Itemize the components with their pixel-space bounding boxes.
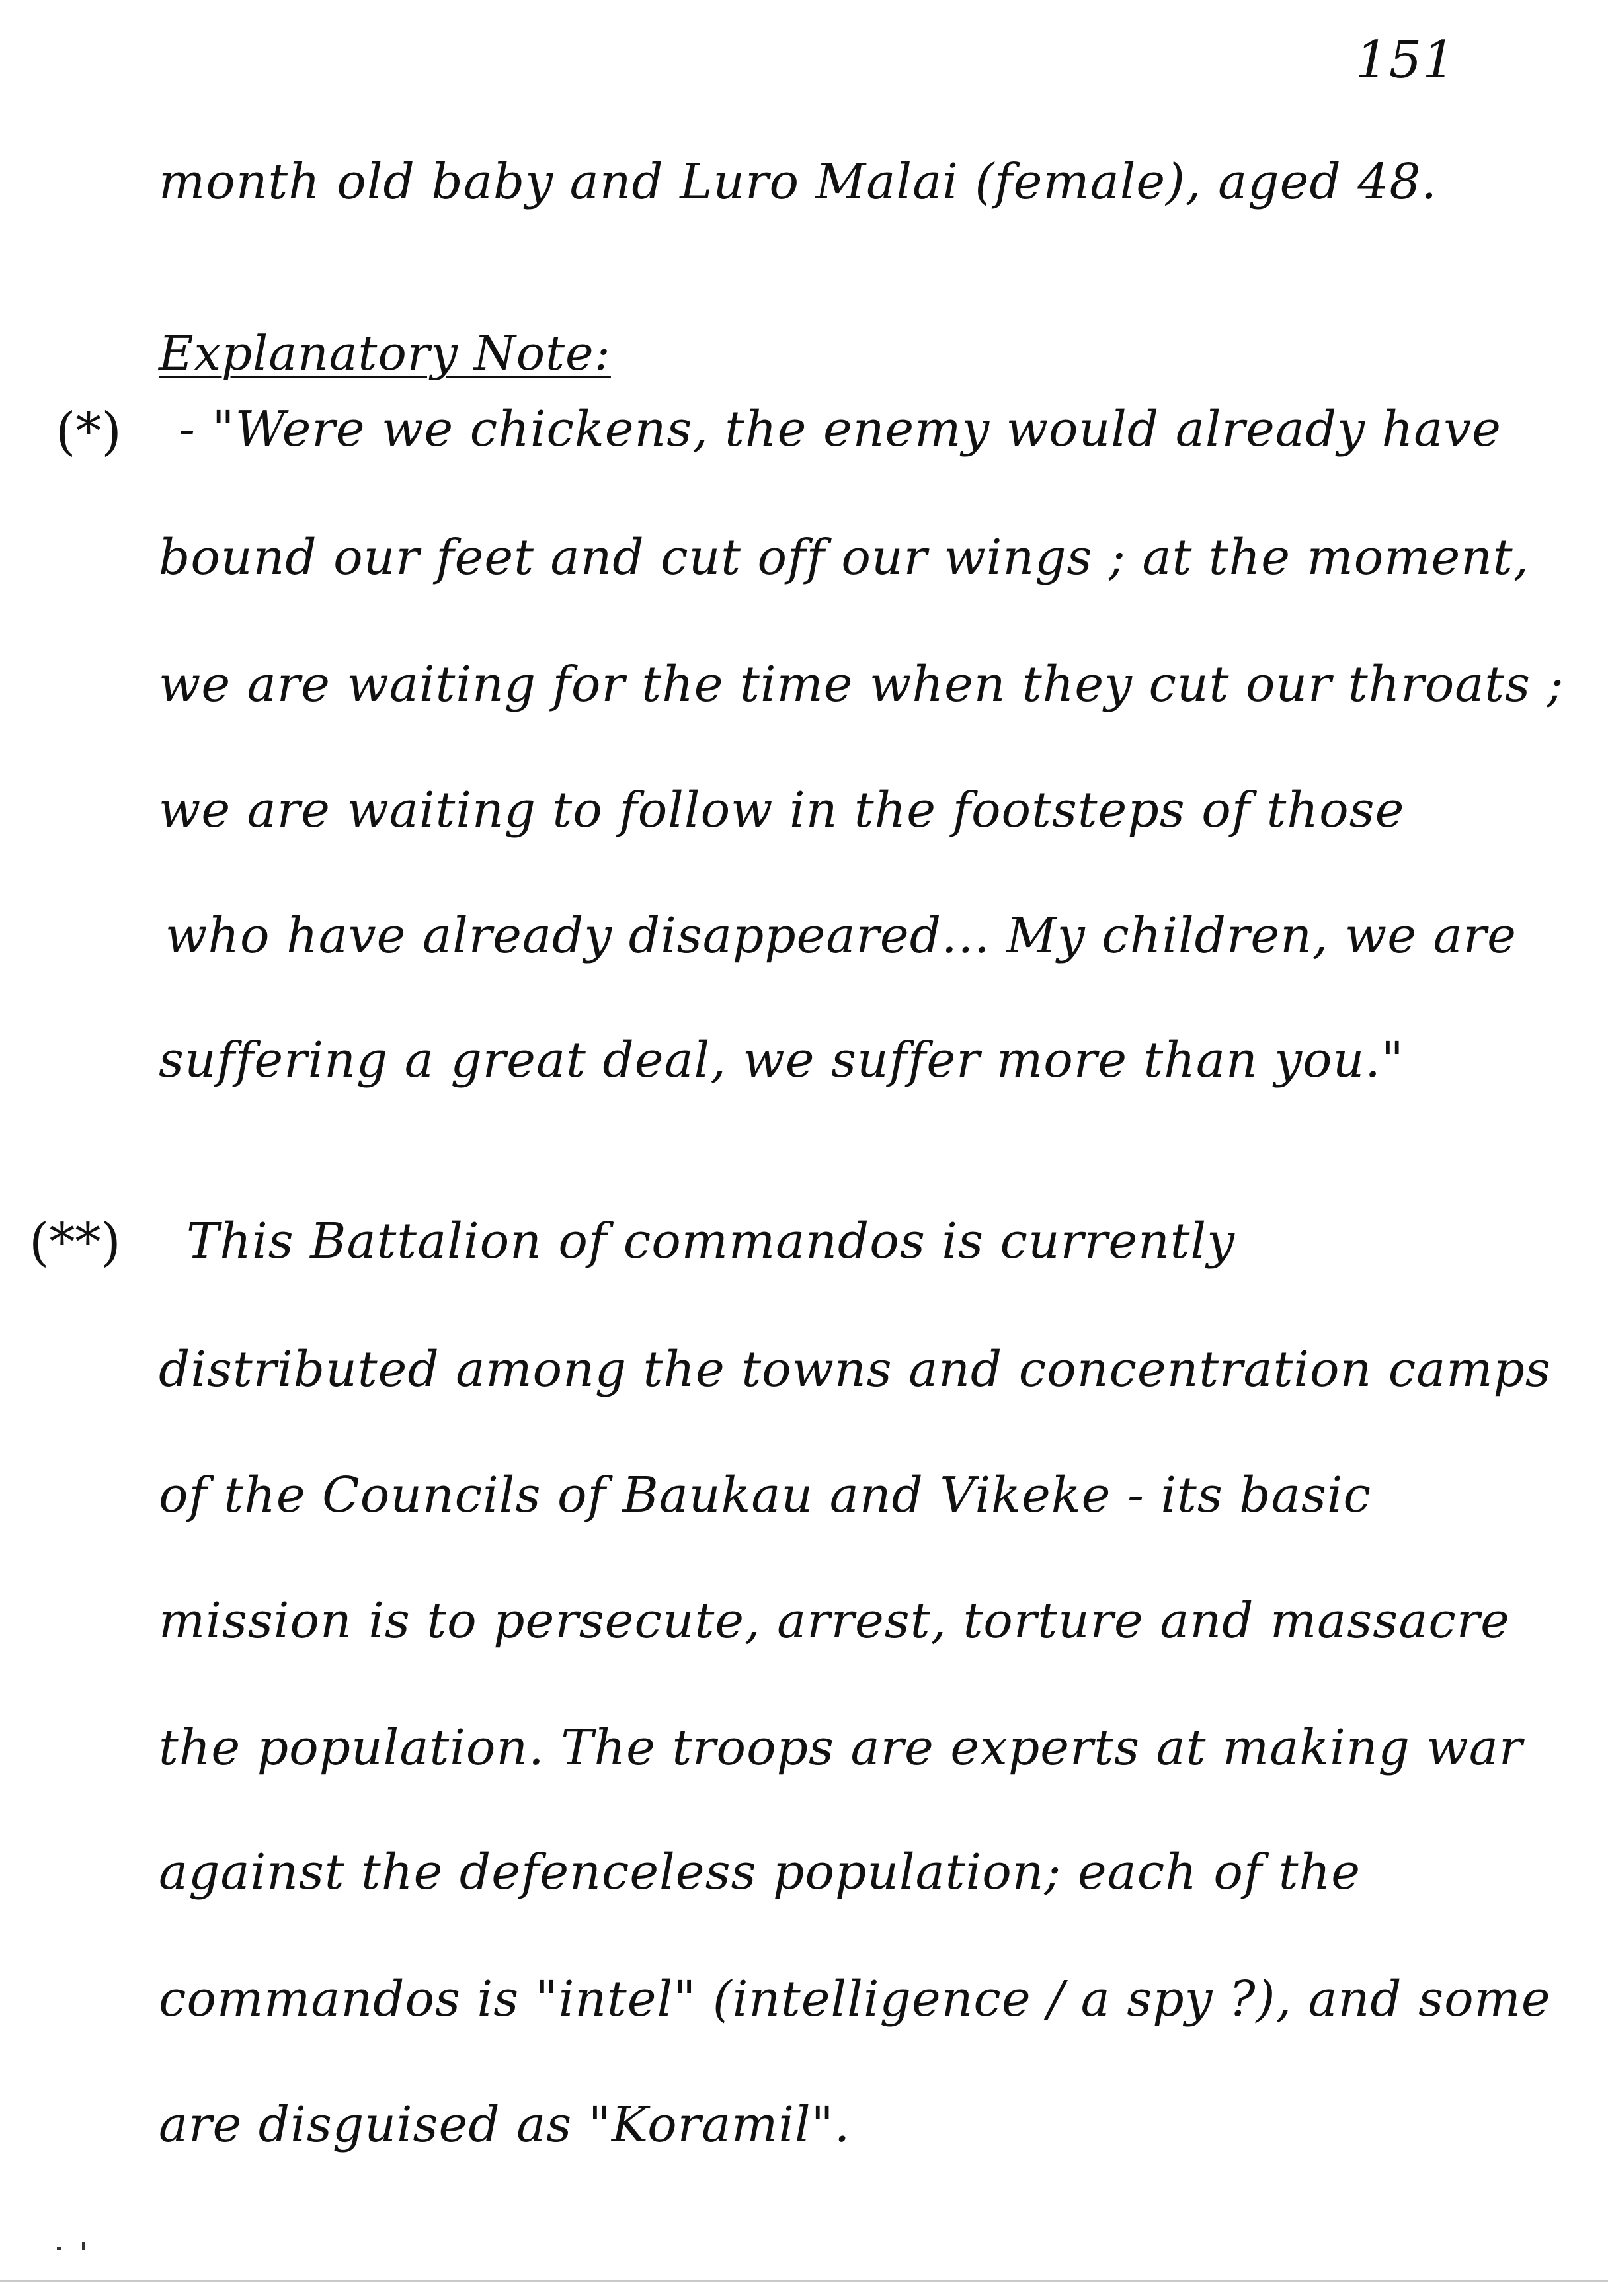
note-two-line: are disguised as "Koramil". xyxy=(159,2096,851,2153)
note-two-line: commandos is "intel" (intelligence / a spy ?), and some xyxy=(159,1971,1551,2028)
note-two-line: the population. The troops are experts at making war xyxy=(159,1719,1523,1776)
note-one-line: suffering a great deal, we suffer more than you." xyxy=(159,1032,1404,1088)
note-two-line: distributed among the towns and concentration camps xyxy=(159,1341,1551,1398)
note-one-line: we are waiting for the time when they cut our throats ; xyxy=(159,656,1564,713)
page-number: 151 xyxy=(1355,30,1456,90)
note-two-line: of the Councils of Baukau and Vikeke - its basic xyxy=(159,1467,1371,1524)
scan-bottom-edge xyxy=(0,2280,1608,2282)
note-two-line: This Battalion of commandos is currently xyxy=(186,1213,1236,1270)
note-one-line: bound our feet and cut off our wings ; at the moment, xyxy=(159,529,1530,586)
scan-speck xyxy=(57,2247,61,2250)
note-one-line: we are waiting to follow in the footsteps of those xyxy=(159,782,1405,839)
opening-line: month old baby and Luro Malai (female), aged 48. xyxy=(159,153,1437,210)
note-two-line: mission is to persecute, arrest, torture and massacre xyxy=(159,1592,1510,1649)
note-two-marker: (**) xyxy=(29,1213,121,1272)
note-one-line: - "Were we chickens, the enemy would already have xyxy=(179,401,1502,458)
note-one-marker: (*) xyxy=(56,402,122,462)
explanatory-note-heading: Explanatory Note: xyxy=(159,325,611,381)
note-two-line: against the defenceless population; each of the xyxy=(159,1844,1361,1901)
note-one-line: who have already disappeared... My children, we are xyxy=(165,907,1517,964)
scan-speck xyxy=(82,2242,85,2250)
